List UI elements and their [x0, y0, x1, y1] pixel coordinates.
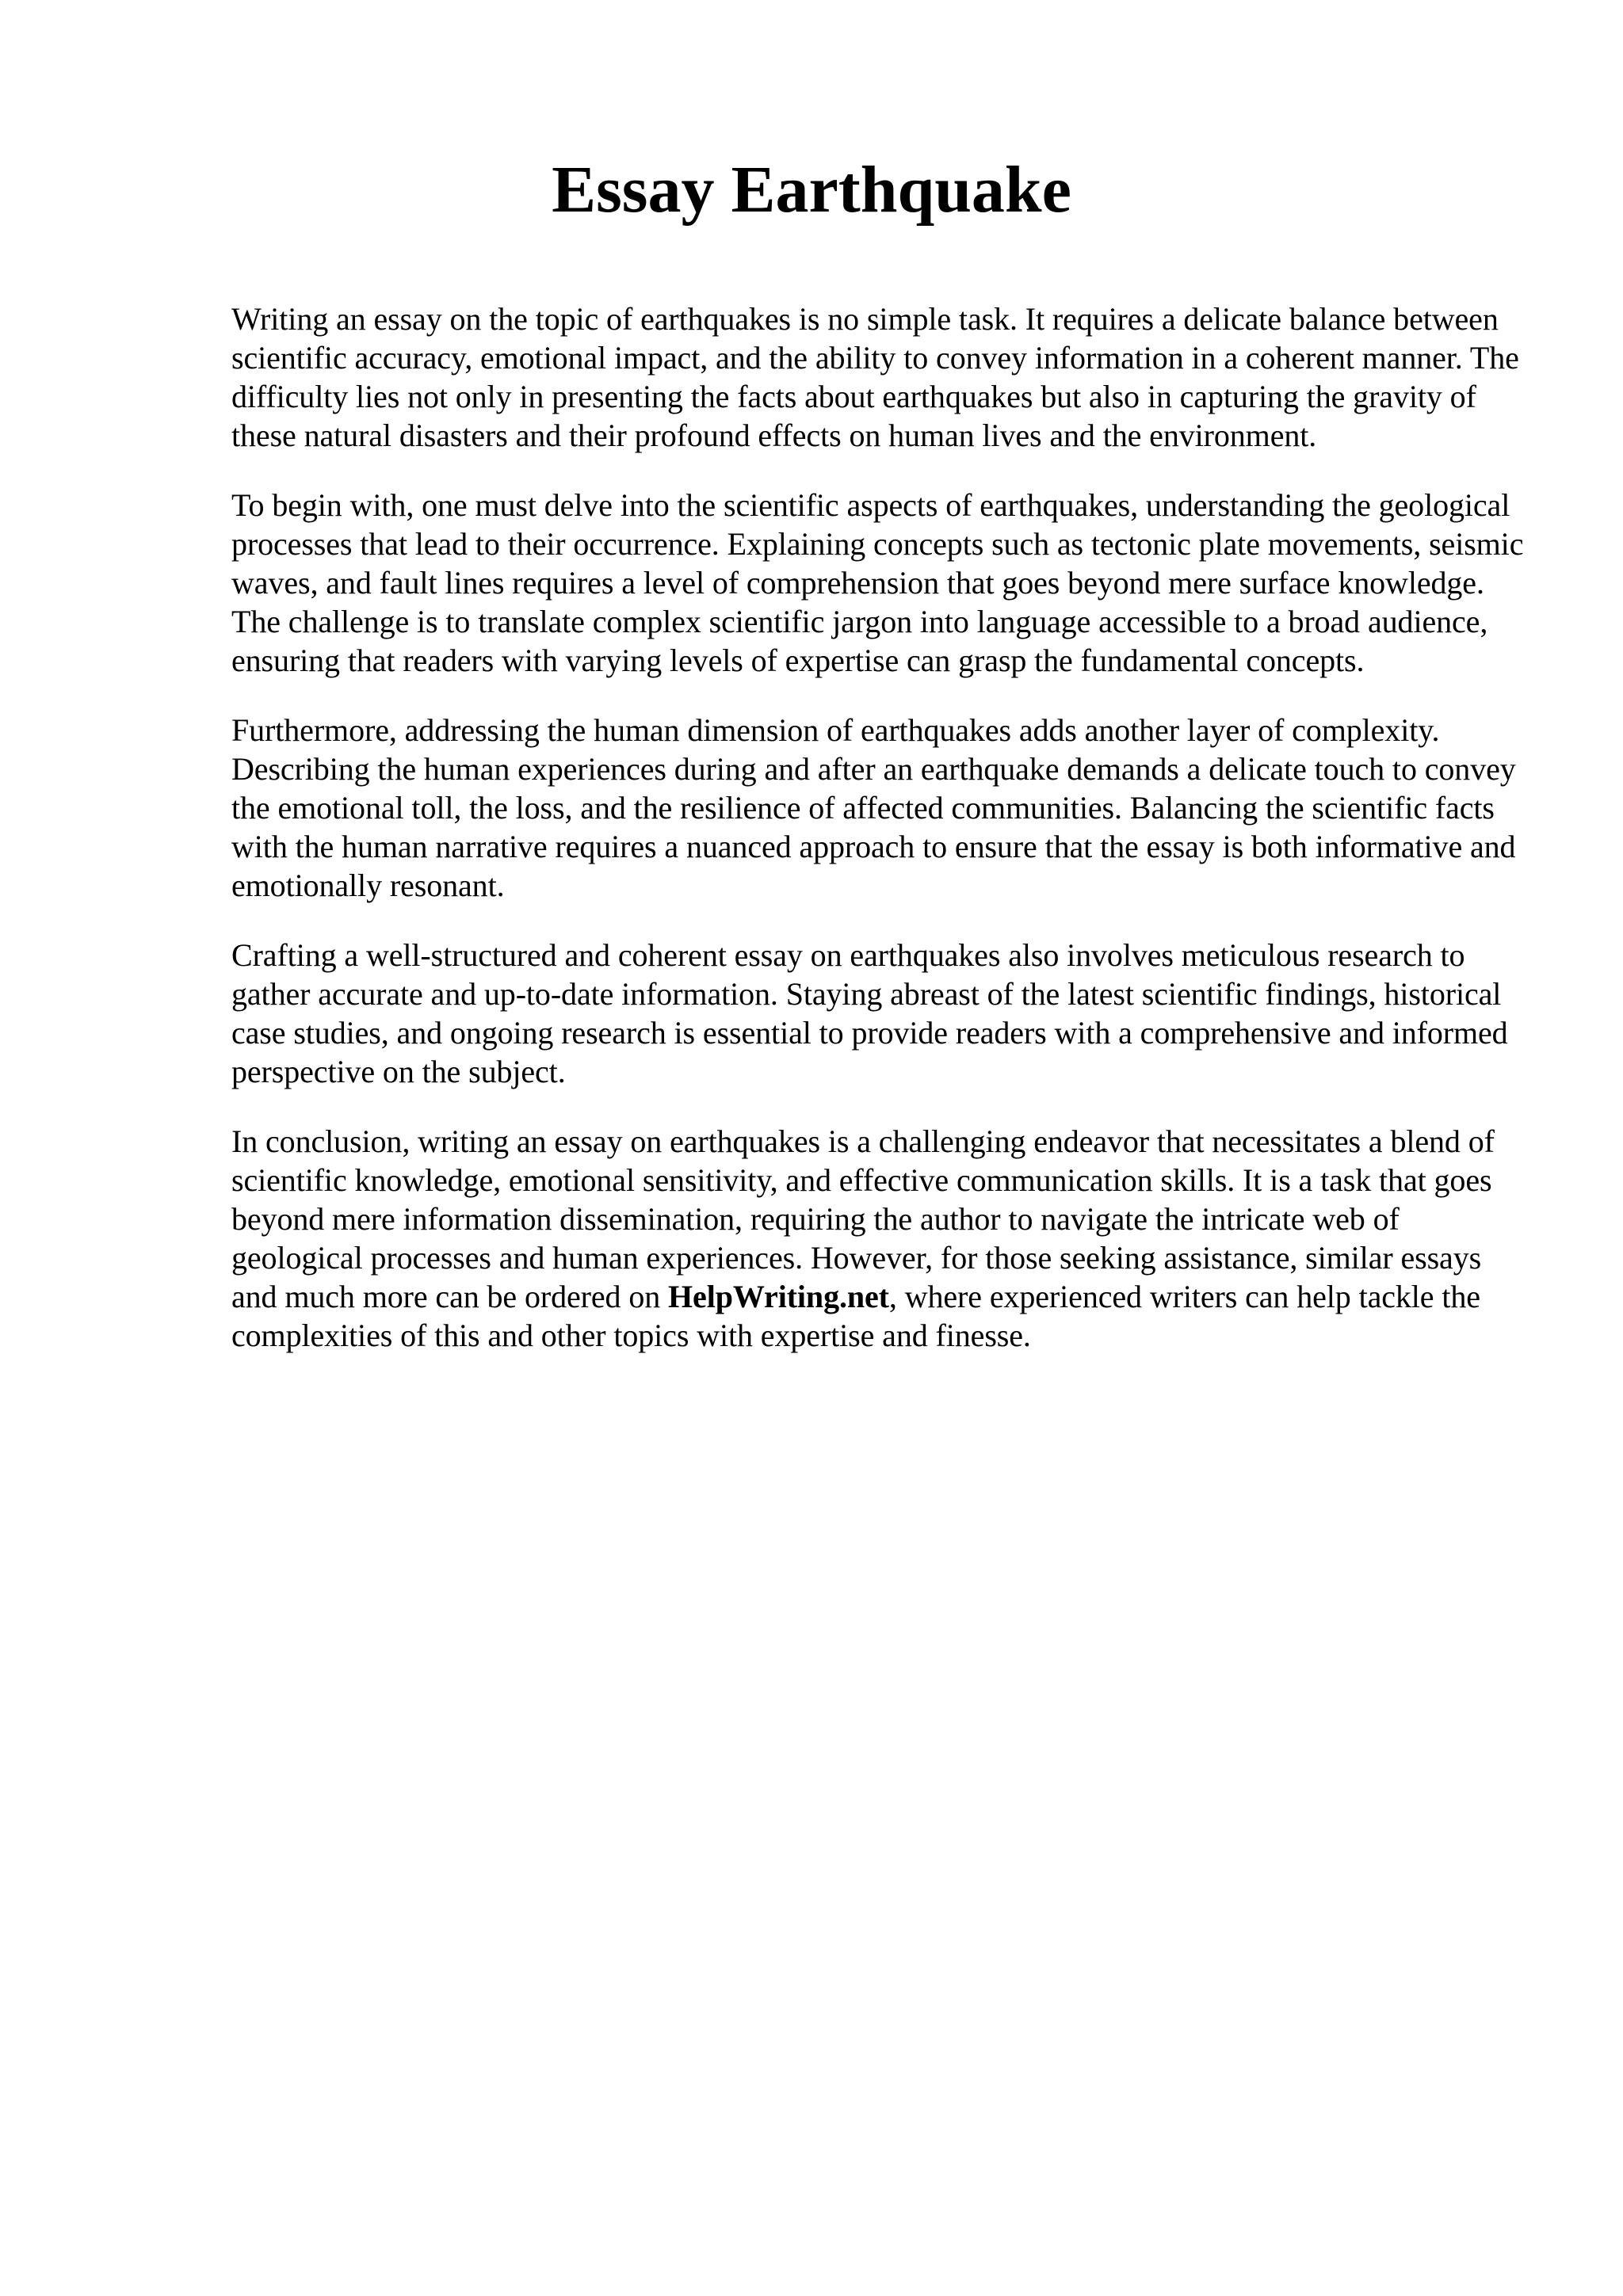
- helpwriting-link[interactable]: HelpWriting.net: [668, 1279, 889, 1314]
- conclusion-text: In conclusion, writing an essay on earthquakes is a challenging endeavor that necessitates a blend of scientific knowledge, emotional sensitivity, and effective communication skills. It is a task that goes beyond mere information dissemination, requiring the author to navigate the intricate web of geological processes and human experiences. However, for those seeking assistance, similar essays and much more can be ordered on: [231, 1123, 1495, 1314]
- document-title: Essay Earthquake: [552, 153, 1071, 227]
- paragraph-science: To begin with, one must delve into the scientific aspects of earthquakes, understanding the geological processes that lead to their occurrence. Explaining concepts such as tectonic plate movements, seismic waves, and fault lines requires a level of comprehension that goes beyond mere surface knowledge. The challenge is to translate complex scientific jargon into language accessible to a broad audience, ensuring that readers with varying levels of expertise can grasp the fundamental concepts.: [231, 487, 1524, 678]
- paragraph-intro: Writing an essay on the topic of earthquakes is no simple task. It requires a delicate balance between scientific accuracy, emotional impact, and the ability to convey information in a coherent manner. The difficulty lies not only in presenting the facts about earthquakes but also in capturing the gravity of these natural disasters and their profound effects on human lives and the environment.: [231, 301, 1519, 453]
- conclusion-text-end: , where experienced writers can help tackle the complexities of this and other topics with expertise and finesse.: [231, 1279, 1480, 1353]
- paragraph-conclusion: [231, 1122, 1531, 1355]
- paragraph-research: Crafting a well-structured and coherent essay on earthquakes also involves meticulous research to gather accurate and up-to-date information. Staying abreast of the latest scientific findings, historical case studies, and ongoing research is essential to provide readers with a comprehensive and informed perspective on the subject.: [231, 937, 1508, 1089]
- document-body: [231, 299, 1531, 1386]
- paragraph-human: Furthermore, addressing the human dimension of earthquakes adds another layer of complexity. Describing the human experiences during and after an earthquake demands a delicate touch to convey the emotional toll, the loss, and the resilience of affected communities. Balancing the scientific facts with the human narrative requires a nuanced approach to ensure that the essay is both informative and emotionally resonant.: [231, 712, 1516, 903]
